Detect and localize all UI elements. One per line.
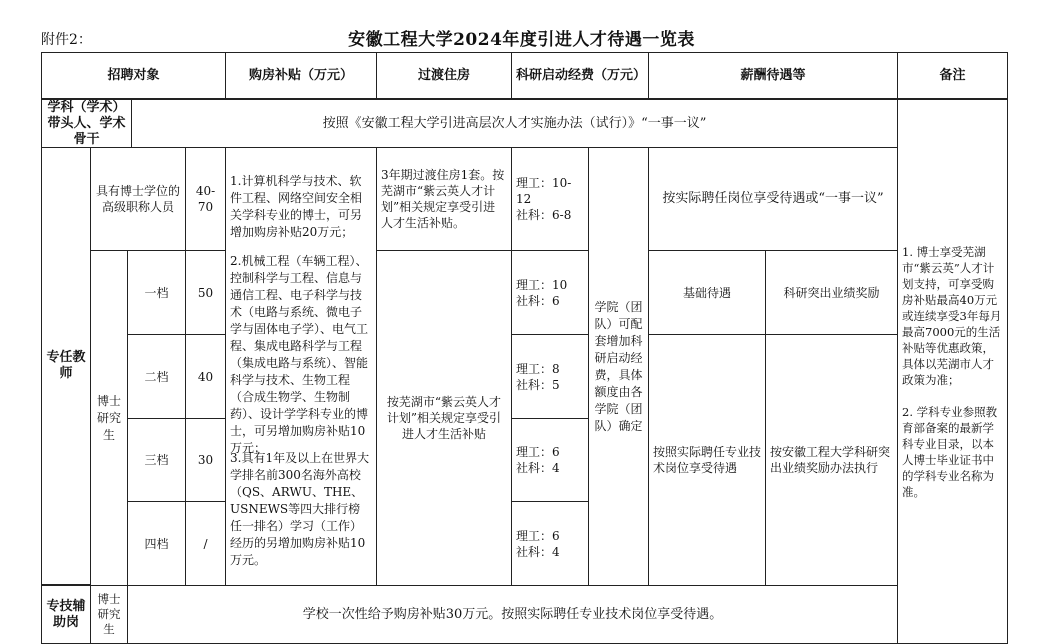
aux-label: 专技辅助岗 <box>41 585 91 644</box>
senior-subsidy: 40-70 <box>185 147 226 251</box>
senior-label: 具有博士学位的高级职称人员 <box>90 147 186 251</box>
subsidy-note-1: 1.计算机科学与技术、软件工程、网络空间安全相关学科专业的博士，可另增加购房补贴20万元； <box>230 174 363 239</box>
leaders-label: 学科（学术）带头人、学术骨干 <box>41 99 132 148</box>
tier-4-name: 四档 <box>127 501 186 586</box>
tier-3-research: 理工：6 社科：4 <box>511 418 589 502</box>
senior-housing: 3年期过渡住房1套。按芜湖市“紫云英人才计划”相关规定享受引进人才生活补贴。 <box>376 147 512 251</box>
header-remarks: 备注 <box>897 52 1008 100</box>
tier-3-name: 三档 <box>127 418 186 502</box>
tier-1-subsidy: 50 <box>185 250 226 335</box>
leaders-policy: 按照《安徽工程大学引进高层次人才实施办法（试行）》“一事一议” <box>131 99 898 148</box>
tier-3-subsidy: 30 <box>185 418 226 502</box>
subsidy-note-2: 2.机械工程（车辆工程）、控制科学与工程、信息与通信工程、电子科学与技术（电路与系统、微电子学与固体电子学）、电气工程、集成电路科学与工程（集成电路与系统）、智能科学与技术、生物工程（合成生物学、生物制药）、设计学学科专业的博士，可另增加购房补贴10万元； <box>230 254 369 455</box>
aux-phd-label: 博士研究生 <box>90 585 128 644</box>
tier-1-name: 一档 <box>127 250 186 335</box>
page-title: 安徽工程大学2024年度引进人才待遇一览表 <box>348 30 695 50</box>
attachment-label: 附件2： <box>41 32 92 48</box>
subsidy-notes-cell <box>225 147 377 586</box>
aux-policy: 学校一次性给予购房补贴30万元。按照实际聘任专业技术岗位享受待遇。 <box>127 585 898 644</box>
tier-2-subsidy: 40 <box>185 334 226 419</box>
phd-label: 博士研究生 <box>90 250 128 586</box>
tier-2-name: 二档 <box>127 334 186 419</box>
header-salary-benefits: 薪酬待遇等 <box>648 52 898 100</box>
senior-research: 理工：10-12 社科：6-8 <box>511 147 589 251</box>
tier-4-subsidy: / <box>185 501 226 586</box>
basic-pay-label: 基础待遇 <box>648 250 766 335</box>
research-extra: 学院（团队）可配套增加科研启动经费，具体额度由各学院（团队）确定 <box>588 147 649 586</box>
tier-2-research: 理工：8 社科：5 <box>511 334 589 419</box>
research-reward-desc: 按安徽工程大学科研突出业绩奖励办法执行 <box>765 334 898 586</box>
tier-1-research: 理工：10 社科：6 <box>511 250 589 335</box>
subsidy-note-3: 3.具有1年及以上在世界大学排名前300名海外高校（QS、ARWU、THE、USNEWS等四大排行榜任一排名）学习（工作）经历的另增加购房补贴10万元。 <box>230 451 370 567</box>
header-housing-subsidy: 购房补贴（万元） <box>225 52 377 100</box>
basic-pay-desc: 按照实际聘任专业技术岗位享受待遇 <box>648 334 766 586</box>
header-transitional-housing: 过渡住房 <box>376 52 512 100</box>
phd-housing: 按芜湖市“紫云英人才计划”相关规定享受引进人才生活补贴 <box>376 250 512 586</box>
header-research-startup: 科研启动经费（万元） <box>511 52 649 100</box>
header-recruit-target: 招聘对象 <box>41 52 226 100</box>
tier-4-research: 理工：6 社科：4 <box>511 501 589 586</box>
senior-salary: 按实际聘任岗位享受待遇或“一事一议” <box>648 147 898 251</box>
research-reward-label: 科研突出业绩奖励 <box>765 250 898 335</box>
remarks-text: 1. 博士享受芜湖市“紫云英”人才计划支持，可享受购房补贴最高40万元或连续享受3年每月最高7000元的生活补贴等优惠政策，具体以芜湖市人才政策为准； 2. 学科专业参照教育部备案的最新学科专业目录，以本人博士毕业证书中的学科专业名称为准。 <box>897 99 1008 644</box>
faculty-group-label: 专任教师 <box>41 147 91 585</box>
